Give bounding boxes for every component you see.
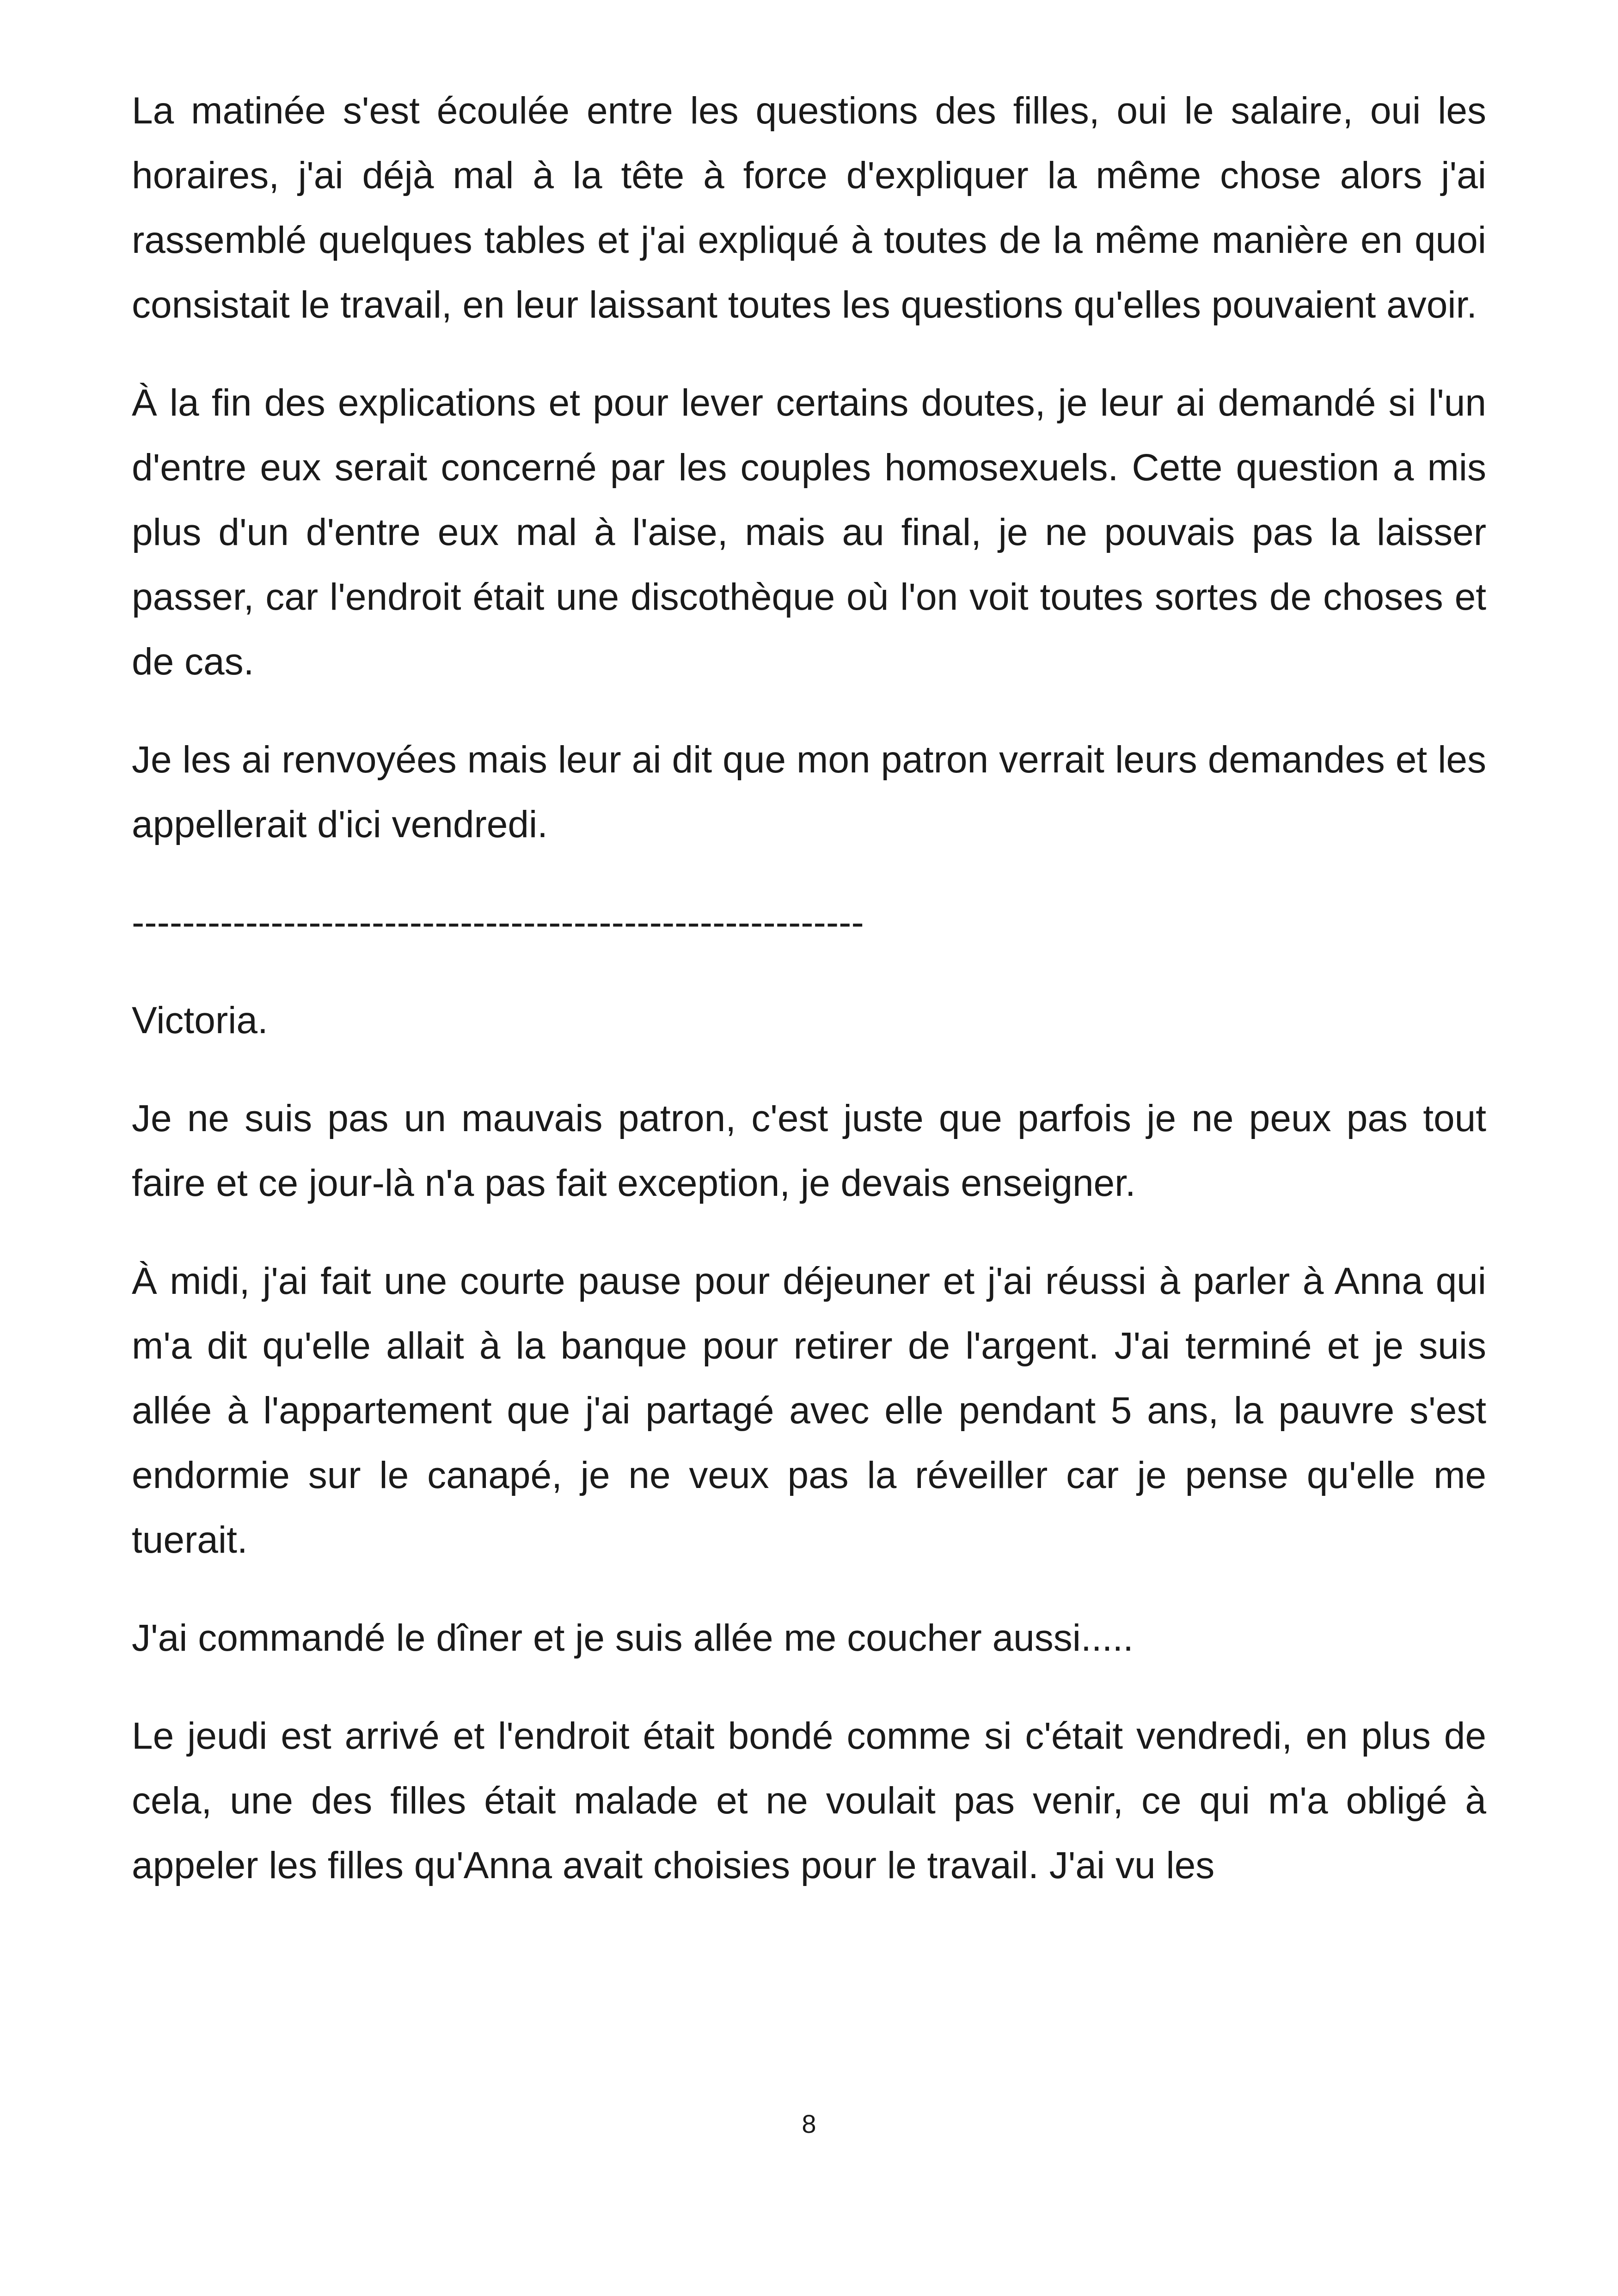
paragraph-explanations: À la fin des explications et pour lever certains doutes, je leur ai demandé si l'un d'entre eux serait concerné par les couples homosexuels. Cette question a mis plus d'un d'entre eux mal à l'aise, mais au final, je ne pouvais pas la laisser passer, car l'endroit était une discothèque où l'on voit toutes sortes de choses et de cas. bbox=[132, 382, 1486, 683]
body-text bbox=[132, 79, 1486, 1931]
paragraph-sent-away: Je les ai renvoyées mais leur ai dit que mon patron verrait leurs demandes et les appellerait d'ici vendredi. bbox=[132, 739, 1486, 845]
paragraph-dinner: J'ai commandé le dîner et je suis allée me coucher aussi..... bbox=[132, 1617, 1134, 1659]
section-divider: ---------------------------------------------------------- bbox=[132, 901, 864, 943]
page-number: 8 bbox=[802, 2109, 816, 2138]
section-heading-victoria: Victoria. bbox=[132, 999, 268, 1041]
paragraph-noon: À midi, j'ai fait une courte pause pour déjeuner et j'ai réussi à parler à Anna qui m'a dit qu'elle allait à la banque pour retirer de l'argent. J'ai terminé et je suis allée à l'appartement que j'ai partagé avec elle pendant 5 ans, la pauvre s'est endormie sur le canapé, je ne veux pas la réveiller car je pense qu'elle me tuerait. bbox=[132, 1260, 1486, 1561]
paragraph-morning-questions: La matinée s'est écoulée entre les questions des filles, oui le salaire, oui les horaires, j'ai déjà mal à la tête à force d'expliquer la même chose alors j'ai rassemblé quelques tables et j'ai expliqué à toutes de la même manière en quoi consistait le travail, en leur laissant toutes les questions qu'elles pouvaient avoir. bbox=[132, 90, 1486, 326]
paragraph-thursday: Le jeudi est arrivé et l'endroit était bondé comme si c'était vendredi, en plus de cela, une des filles était malade et ne voulait pas venir, ce qui m'a obligé à appeler les filles qu'Anna avait choisies pour le travail. J'ai vu les bbox=[132, 1715, 1486, 1886]
paragraph-not-bad-boss: Je ne suis pas un mauvais patron, c'est juste que parfois je ne peux pas tout faire et ce jour-là n'a pas fait exception, je devais enseigner. bbox=[132, 1097, 1486, 1204]
